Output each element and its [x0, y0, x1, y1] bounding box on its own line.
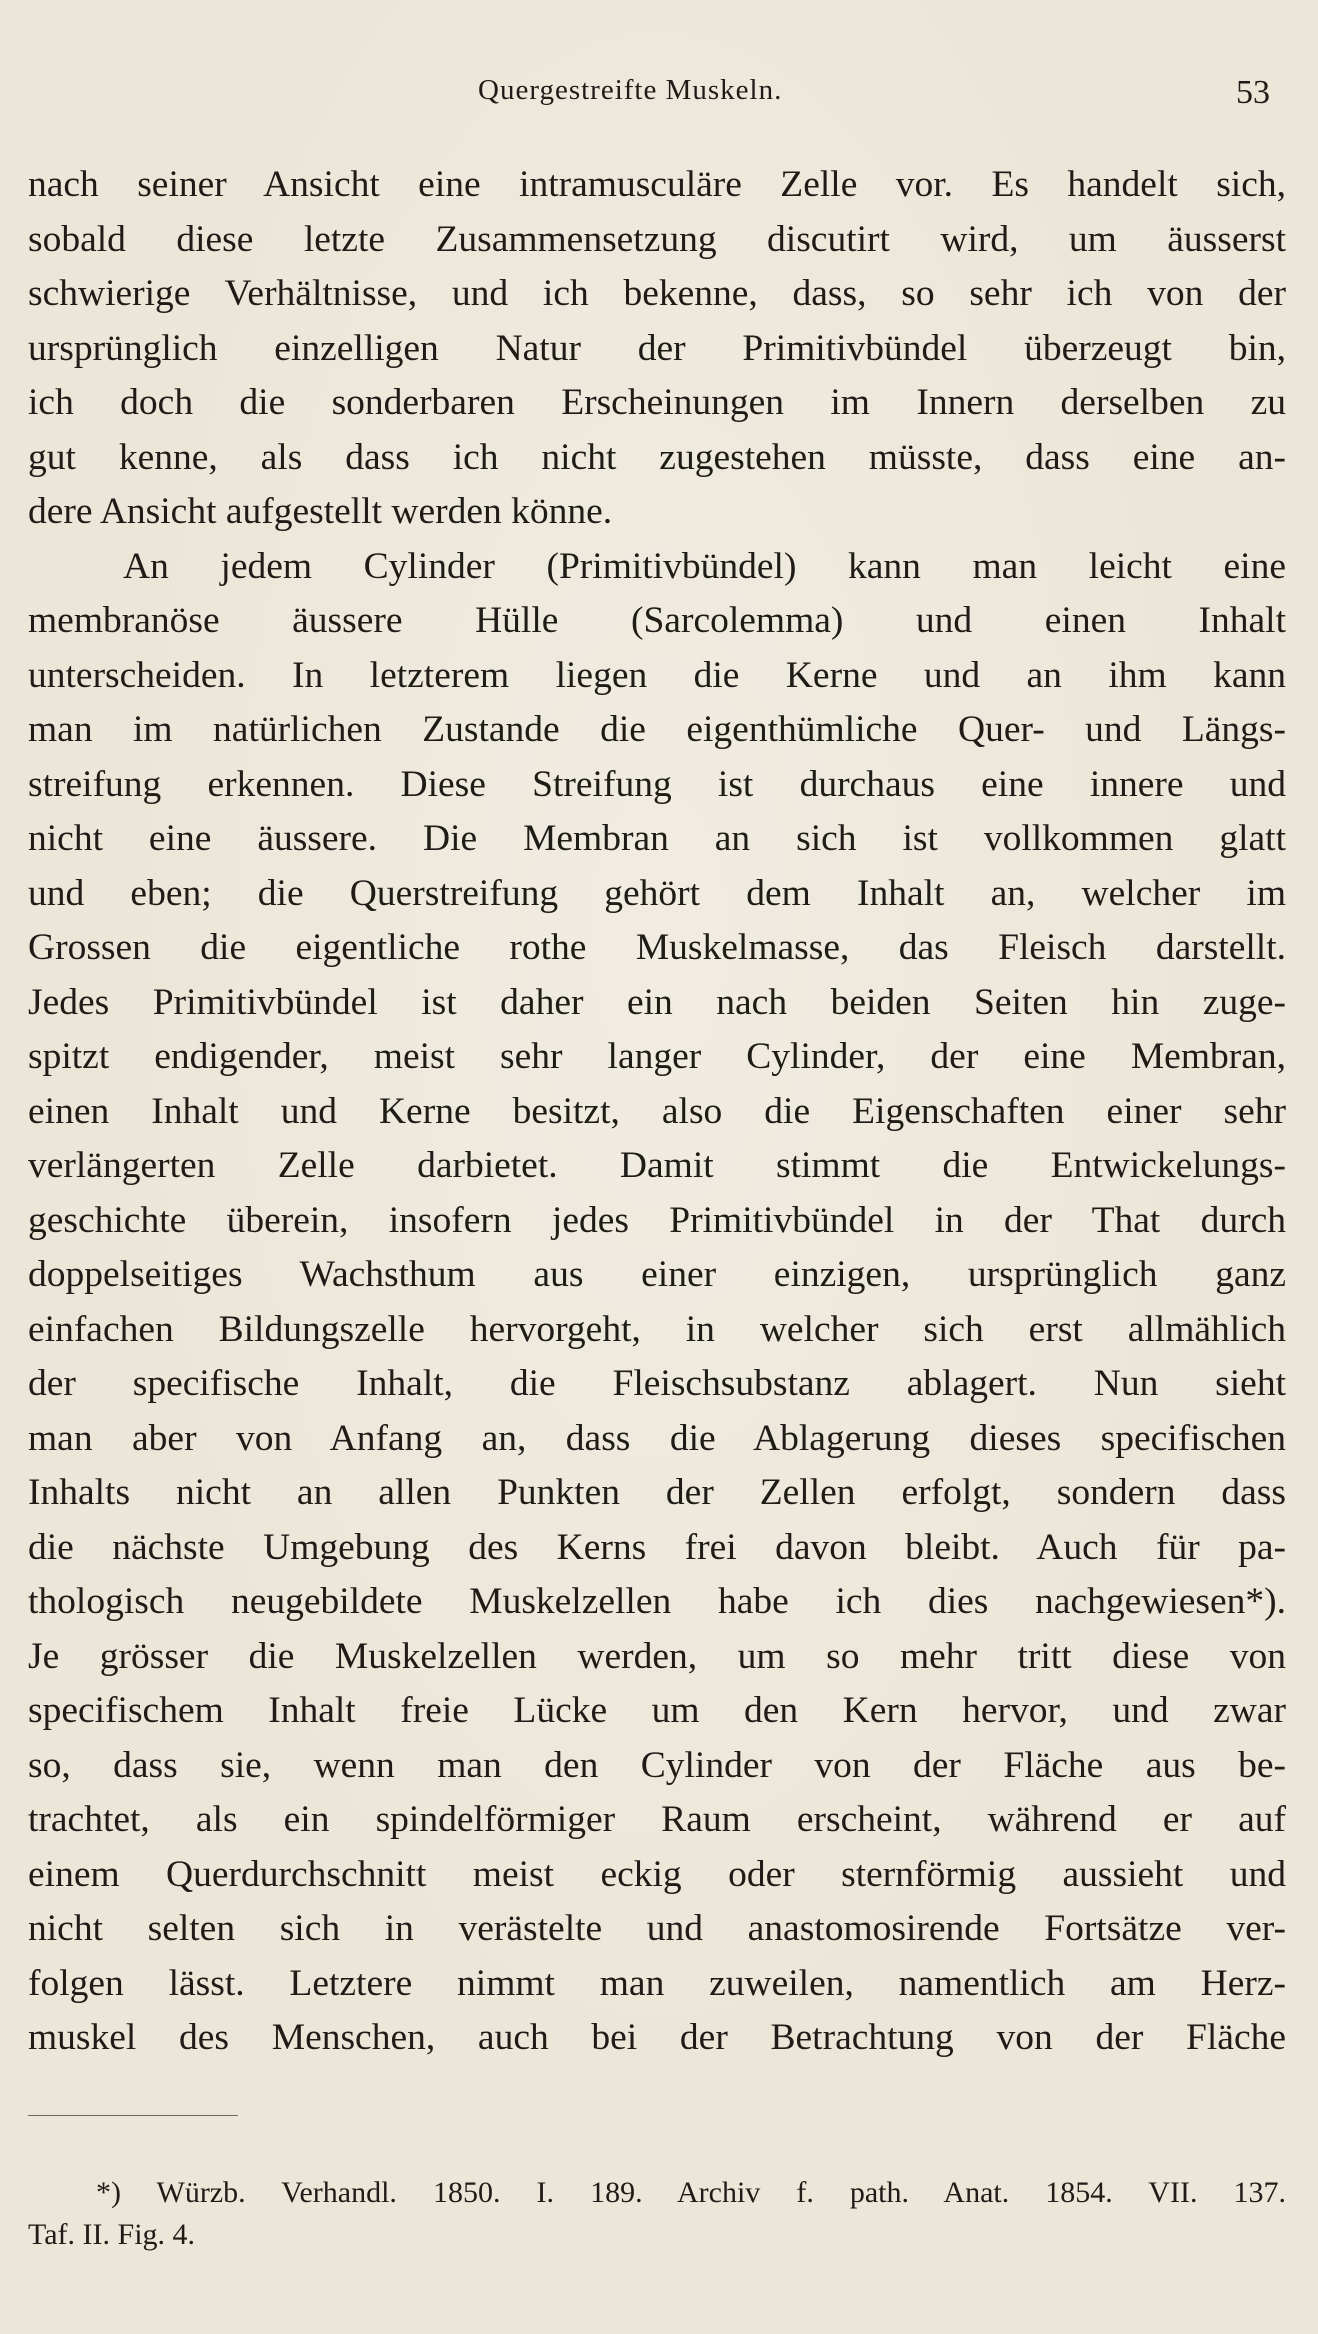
- text-line: und eben; die Querstreifung gehört dem Inhalt an, welcher im: [28, 872, 1286, 914]
- text-line: sobald diese letzte Zusammensetzung discutirt wird, um äusserst: [28, 218, 1286, 260]
- running-header: [0, 62, 1318, 122]
- text-line: der specifische Inhalt, die Fleischsubstanz ablagert. Nun sieht: [28, 1363, 1286, 1404]
- text-line: einen Inhalt und Kerne besitzt, also die Eigenschaften einer sehr: [28, 1090, 1286, 1132]
- text-line: muskel des Menschen, auch bei der Betrachtung von der Fläche: [28, 2017, 1286, 2058]
- text-line: doppelseitiges Wachsthum aus einer einzigen, ursprünglich ganz: [28, 1254, 1286, 1295]
- text-line: folgen lässt. Letztere nimmt man zuweilen, namentlich am Herz-: [28, 1962, 1286, 2004]
- text-line: geschichte überein, insofern jedes Primitivbündel in der That durch: [28, 1199, 1286, 1241]
- footnote: [28, 2172, 1286, 2256]
- text-line: schwierige Verhältnisse, und ich bekenne, dass, so sehr ich von der: [28, 273, 1286, 314]
- text-line: trachtet, als ein spindelförmiger Raum erscheint, während er auf: [28, 1799, 1286, 1840]
- text-line: unterscheiden. In letzterem liegen die Kerne und an ihm kann: [28, 654, 1286, 696]
- footnote-line: *) Würzb. Verhandl. 1850. I. 189. Archiv f. path. Anat. 1854. VII. 137.: [96, 2176, 1286, 2209]
- text-line: nach seiner Ansicht eine intramusculäre Zelle vor. Es handelt sich,: [28, 164, 1286, 205]
- text-line: nicht eine äussere. Die Membran an sich ist vollkommen glatt: [28, 818, 1286, 859]
- text-line: verlängerten Zelle darbietet. Damit stimmt die Entwickelungs-: [28, 1145, 1286, 1186]
- text-line: specifischem Inhalt freie Lücke um den Kern hervor, und zwar: [28, 1690, 1286, 1731]
- text-line: man im natürlichen Zustande die eigenthümliche Quer- und Längs-: [28, 709, 1286, 750]
- body-text: [28, 158, 1286, 2066]
- text-line: man aber von Anfang an, dass die Ablagerung dieses specifischen: [28, 1417, 1286, 1459]
- text-line: Jedes Primitivbündel ist daher ein nach beiden Seiten hin zuge-: [28, 981, 1286, 1023]
- text-line: membranöse äussere Hülle (Sarcolemma) und einen Inhalt: [28, 600, 1286, 641]
- text-line: spitzt endigender, meist sehr langer Cylinder, der eine Membran,: [28, 1036, 1286, 1077]
- page-number: 53: [1236, 74, 1270, 111]
- running-title: Quergestreifte Muskeln.: [478, 74, 783, 106]
- text-line: streifung erkennen. Diese Streifung ist durchaus eine innere und: [28, 763, 1286, 805]
- text-line: dere Ansicht aufgestellt werden könne.: [28, 491, 613, 532]
- text-line: Inhalts nicht an allen Punkten der Zellen erfolgt, sondern dass: [28, 1472, 1286, 1513]
- footnote-line: Taf. II. Fig. 4.: [28, 2218, 196, 2251]
- footnote-separator: [28, 2115, 238, 2116]
- text-line: ich doch die sonderbaren Erscheinungen im Innern derselben zu: [28, 382, 1286, 423]
- text-line: Je grösser die Muskelzellen werden, um so mehr tritt diese von: [28, 1635, 1286, 1677]
- text-line: einem Querdurchschnitt meist eckig oder sternförmig aussieht und: [28, 1853, 1286, 1895]
- text-line: An jedem Cylinder (Primitivbündel) kann man leicht eine: [123, 545, 1286, 587]
- text-line: gut kenne, als dass ich nicht zugestehen müsste, dass eine an-: [28, 436, 1286, 478]
- text-line: nicht selten sich in verästelte und anastomosirende Fortsätze ver-: [28, 1908, 1286, 1949]
- text-line: so, dass sie, wenn man den Cylinder von der Fläche aus be-: [28, 1744, 1286, 1786]
- text-line: die nächste Umgebung des Kerns frei davon bleibt. Auch für pa-: [28, 1526, 1286, 1568]
- text-line: Grossen die eigentliche rothe Muskelmasse, das Fleisch darstellt.: [28, 927, 1286, 968]
- text-line: einfachen Bildungszelle hervorgeht, in welcher sich erst allmählich: [28, 1308, 1286, 1350]
- text-line: ursprünglich einzelligen Natur der Primitivbündel überzeugt bin,: [28, 327, 1286, 369]
- text-line: thologisch neugebildete Muskelzellen habe ich dies nachgewiesen*).: [28, 1581, 1286, 1622]
